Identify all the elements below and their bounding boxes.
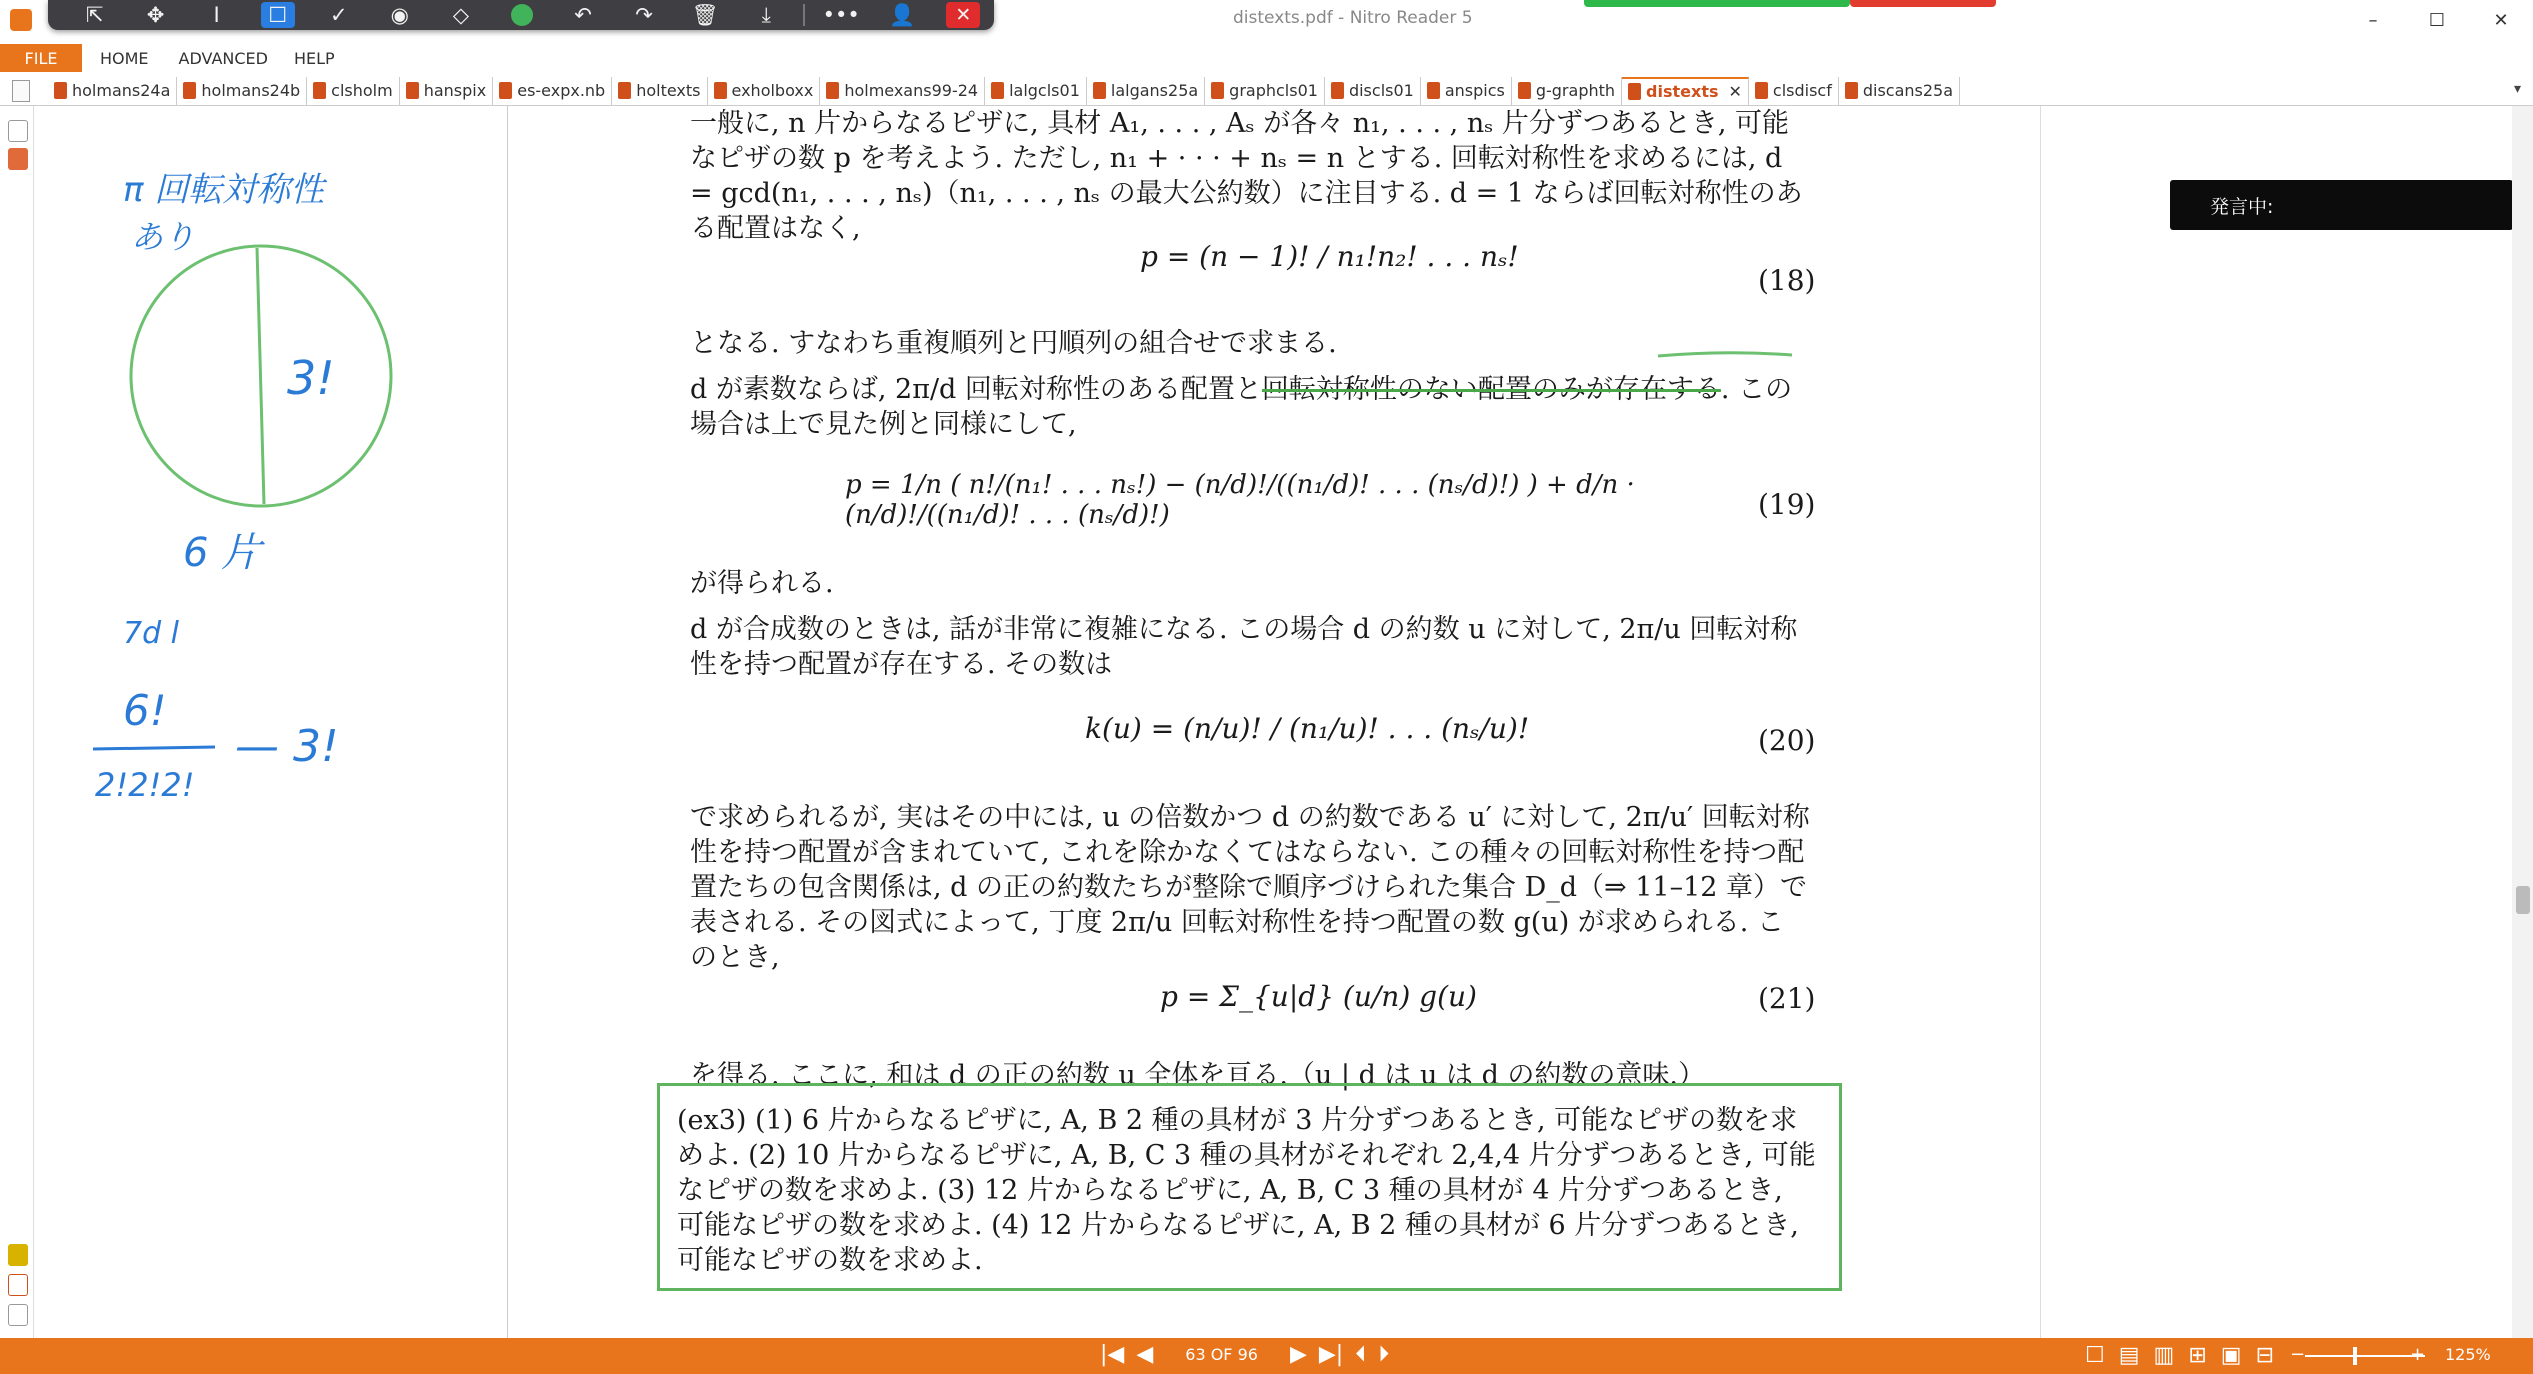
menu-file[interactable]: FILE bbox=[0, 44, 82, 72]
pages-panel-icon[interactable] bbox=[8, 120, 28, 142]
pdf-icon bbox=[499, 82, 512, 99]
pdf-icon bbox=[183, 82, 196, 99]
tab-holmans24a[interactable]: holmans24a bbox=[48, 77, 177, 105]
tab-lalgcls01[interactable]: lalgcls01 bbox=[985, 77, 1087, 105]
comments-panel-icon[interactable] bbox=[8, 1244, 28, 1266]
rectangle-tool-icon: ☐ bbox=[261, 2, 295, 28]
equation-18-number: (18) bbox=[1758, 264, 1816, 297]
next-page-icon[interactable]: ▶ bbox=[1289, 1342, 1307, 1367]
user-icon[interactable]: 👤 bbox=[889, 2, 916, 27]
pdf-icon bbox=[826, 82, 839, 99]
equation-21: p = Σ_{u|d} (u/n) g(u) bbox=[1160, 980, 1477, 1013]
equation-19-number: (19) bbox=[1758, 488, 1816, 521]
pdf-icon bbox=[1211, 82, 1224, 99]
scroll-thumb[interactable] bbox=[2516, 886, 2530, 914]
note-circle-label: 3! bbox=[287, 351, 335, 405]
minimize-button[interactable]: – bbox=[2368, 9, 2378, 31]
document-list-icon[interactable] bbox=[12, 80, 30, 102]
forward-view-icon[interactable]: ⏵ bbox=[1378, 1342, 1390, 1367]
text-cursor-icon[interactable]: I bbox=[213, 3, 220, 27]
output-panel-icon[interactable] bbox=[8, 1304, 28, 1326]
tab-discans25a[interactable]: discans25a bbox=[1839, 77, 1960, 105]
note-pieces: 6 片 bbox=[183, 530, 262, 576]
note-ari: あり bbox=[131, 218, 196, 256]
note-numerator: 6! bbox=[123, 686, 167, 735]
page-navigation bbox=[1100, 1342, 1389, 1367]
pdf-icon bbox=[406, 82, 419, 99]
tab-graphcls01[interactable]: graphcls01 bbox=[1205, 77, 1325, 105]
circle-drawing bbox=[35, 106, 508, 806]
status-bar bbox=[0, 1338, 2533, 1374]
fit-width-icon[interactable]: ⊟ bbox=[2255, 1343, 2274, 1368]
strikethrough-annotation: 回転対称性のない配置のみが存在する bbox=[1261, 374, 1721, 405]
menu-bar bbox=[0, 44, 2533, 72]
note-result: — 3! bbox=[235, 721, 339, 772]
tab-overflow-icon[interactable]: ▾ bbox=[2513, 81, 2521, 97]
pdf-icon bbox=[1331, 82, 1344, 99]
exercise-text: (ex3) (1) 6 片からなるピザに, A, B 2 種の具材が 3 片分ずつあるとき, 可能なピザの数を求めよ. (2) 10 片からなるピザに, A, B, C 3 種の具材がそれぞれ 2,4,4 片分ずつあるとき, 可能なピザの数を求めよ. (3) 12 片からなるピザに, A, B, C 3 種の具材が 4 片分ずつあるとき, 可能なピザの数を求めよ. (4) 12 片からなるピザに, A, B 2 種の具材が 6 片分ずつあるとき, 可能なピザの数を求めよ. bbox=[677, 1105, 1816, 1276]
check-icon[interactable]: ✓ bbox=[329, 3, 348, 27]
tab-holmans24b[interactable]: holmans24b bbox=[177, 77, 307, 105]
continuous-view-icon[interactable]: ▤ bbox=[2118, 1343, 2140, 1368]
close-icon: ✕ bbox=[946, 2, 980, 28]
eraser-icon[interactable]: ◇ bbox=[452, 3, 469, 27]
facing-view-icon[interactable]: ▥ bbox=[2153, 1343, 2175, 1368]
speaking-indicator: 発言中: bbox=[2170, 180, 2513, 230]
move-tool-icon[interactable]: ✥ bbox=[146, 3, 165, 27]
paragraph-sum: を得る. ここに, 和は d の正の約数 u 全体を亘る.（u | d は u は d の約数の意味.） bbox=[690, 1060, 1706, 1091]
zoom-slider-knob[interactable] bbox=[2353, 1347, 2357, 1365]
pdf-icon bbox=[1093, 82, 1106, 99]
recording-progress-green bbox=[1584, 0, 1850, 7]
record-icon[interactable]: ◉ bbox=[390, 3, 409, 27]
single-page-view-icon[interactable]: ☐ bbox=[2085, 1343, 2105, 1368]
color-picker-button[interactable] bbox=[491, 0, 552, 30]
tab-holtexts[interactable]: holtexts bbox=[612, 77, 707, 105]
pdf-icon bbox=[1427, 82, 1440, 99]
zoom-out-icon[interactable]: − bbox=[2290, 1344, 2306, 1365]
tab-hanspix[interactable]: hanspix bbox=[400, 77, 494, 105]
equation-21-number: (21) bbox=[1758, 982, 1816, 1015]
handwritten-notes-panel[interactable] bbox=[35, 106, 508, 1338]
view-modes bbox=[2085, 1343, 2274, 1368]
pdf-icon bbox=[1628, 83, 1641, 100]
equation-20: k(u) = (n/u)! / (n₁/u)! . . . (nₛ/u)! bbox=[1085, 712, 1530, 745]
prime-text-a: d が素数ならば, 2π/d 回転対称性のある配置と bbox=[690, 374, 1262, 405]
pdf-icon bbox=[1755, 82, 1768, 99]
pdf-icon bbox=[1845, 82, 1858, 99]
pdf-icon bbox=[991, 82, 1004, 99]
select-tool-icon[interactable]: ⇱ bbox=[85, 3, 104, 27]
previous-page-icon[interactable]: ◀ bbox=[1136, 1342, 1154, 1367]
fit-page-icon[interactable]: ▣ bbox=[2220, 1343, 2242, 1368]
maximize-button[interactable]: ☐ bbox=[2428, 9, 2446, 31]
equation-19: p = 1/n ( n!/(n₁! . . . nₛ!) − (n/d)!/((n₁/d)! . . . (nₛ/d)!) ) + d/n · (n/d)!/((n₁/d)! . . . (nₛ/d)!) bbox=[845, 470, 1635, 530]
tab-clsholm[interactable]: clsholm bbox=[307, 77, 400, 105]
pdf-icon bbox=[313, 82, 326, 99]
pdf-icon bbox=[54, 82, 67, 99]
menu-help[interactable]: HELP bbox=[293, 48, 335, 68]
last-page-icon[interactable]: ▶| bbox=[1318, 1342, 1344, 1367]
menu-advanced[interactable]: ADVANCED bbox=[178, 48, 268, 68]
pdf-icon bbox=[1518, 82, 1531, 99]
app-logo-icon[interactable] bbox=[10, 9, 32, 31]
undo-icon[interactable]: ↶ bbox=[574, 3, 592, 27]
annotation-toolbar bbox=[48, 0, 994, 30]
tab-close-icon[interactable]: ✕ bbox=[1728, 82, 1742, 101]
rectangle-tool-button[interactable] bbox=[247, 0, 308, 30]
menu-home[interactable]: HOME bbox=[100, 48, 149, 68]
zoom-slider-track[interactable] bbox=[2305, 1355, 2425, 1357]
tab-g-graphth[interactable]: g-graphth bbox=[1512, 77, 1622, 105]
note-rotation-symmetry: π 回転対称性 bbox=[123, 170, 325, 210]
back-view-icon[interactable]: ⏴ bbox=[1355, 1342, 1367, 1367]
tab-holmexans99-24[interactable]: holmexans99-24 bbox=[820, 77, 985, 105]
tab-distexts[interactable]: distexts ✕ bbox=[1622, 77, 1749, 105]
right-margin-panel bbox=[2040, 106, 2510, 1338]
zoom-in-icon[interactable]: + bbox=[2410, 1344, 2426, 1365]
download-icon[interactable]: ⤓ bbox=[761, 2, 771, 27]
trash-icon[interactable]: 🗑 bbox=[691, 2, 719, 27]
document-tabs bbox=[0, 76, 2533, 106]
recording-progress-red bbox=[1850, 0, 1996, 7]
tab-lalgans25a[interactable]: lalgans25a bbox=[1087, 77, 1205, 105]
zoom-level[interactable]: 125% bbox=[2445, 1345, 2491, 1364]
color-dot-icon bbox=[511, 4, 533, 26]
paragraph-conclusion: となる. すなわち重複順列と円順列の組合せで求まる. bbox=[690, 328, 1337, 359]
tab-anspics[interactable]: anspics bbox=[1421, 77, 1512, 105]
green-underline-annotation bbox=[1655, 348, 1795, 362]
tab-es-expx[interactable]: es-expx.nb bbox=[493, 77, 612, 105]
page-indicator[interactable]: 63 OF 96 bbox=[1185, 1345, 1258, 1364]
tab-clsdiscf[interactable]: clsdiscf bbox=[1749, 77, 1839, 105]
pdf-icon bbox=[714, 82, 727, 99]
vertical-scrollbar[interactable] bbox=[2512, 106, 2533, 1338]
close-window-button[interactable]: ✕ bbox=[2493, 9, 2509, 31]
equation-18: p = (n − 1)! / n₁!n₂! . . . nₛ! bbox=[1140, 240, 1519, 273]
equation-20-number: (20) bbox=[1758, 724, 1816, 757]
facing-continuous-view-icon[interactable]: ⊞ bbox=[2188, 1343, 2207, 1368]
left-side-panel-bar bbox=[0, 106, 34, 1338]
first-page-icon[interactable]: |◀ bbox=[1100, 1342, 1125, 1367]
more-icon[interactable]: ••• bbox=[822, 3, 860, 27]
toolbar-divider bbox=[803, 4, 805, 26]
note-denominator: 2!2!2! bbox=[95, 766, 195, 804]
paragraph-general: 一般に, n 片からなるピザに, 具材 A₁, . . . , Aₛ が各々 n₁, . . . , nₛ 片分ずつあるとき, 可能なピザの数 p を考えよう. ただし, n₁ + · · · + nₛ = n とする. 回転対称性を求めるには, d = gcd(n₁, . . . , nₛ)（n₁, . . . , nₛ の最大公約数）に注目する. d = 1 ならば回転対称性のある配置はなく, bbox=[690, 108, 1803, 244]
prime-text-c: . この場合は上で見た例と同様にして, bbox=[690, 374, 1793, 440]
tab-discls01[interactable]: discls01 bbox=[1325, 77, 1421, 105]
redo-icon[interactable]: ↷ bbox=[635, 3, 653, 27]
bookmarks-panel-icon[interactable] bbox=[8, 148, 28, 170]
paragraph-composite: d が合成数のときは, 話が非常に複雑になる. この場合 d の約数 u に対して, 2π/u 回転対称性を持つ配置が存在する. その数は bbox=[690, 614, 1798, 680]
paragraph-prime bbox=[690, 372, 1810, 442]
tab-exholboxx[interactable]: exholboxx bbox=[708, 77, 821, 105]
window-title: distexts.pdf - Nitro Reader 5 bbox=[1233, 8, 1473, 28]
note-total: 7d l bbox=[123, 616, 180, 651]
pdf-icon bbox=[618, 82, 631, 99]
close-toolbar-button[interactable] bbox=[933, 0, 994, 30]
paragraph-obtained: が得られる. bbox=[690, 568, 834, 599]
paragraph-inclusion: で求められるが, 実はその中には, u の倍数かつ d の約数である u′ に対して, 2π/u′ 回転対称性を持つ配置が含まれていて, これを除かなくてはならない. この種々の回転対称性を持つ配置たちの包含関係は, d の正の約数たちが整除で順序づけられた集合 D_d（⇒ 11–12 章）で表される. その図式によって, 丁度 2π/u 回転対称性を持つ配置の数 g(u) が求められる. このとき, bbox=[690, 802, 1810, 973]
attachments-panel-icon[interactable] bbox=[8, 1274, 28, 1296]
